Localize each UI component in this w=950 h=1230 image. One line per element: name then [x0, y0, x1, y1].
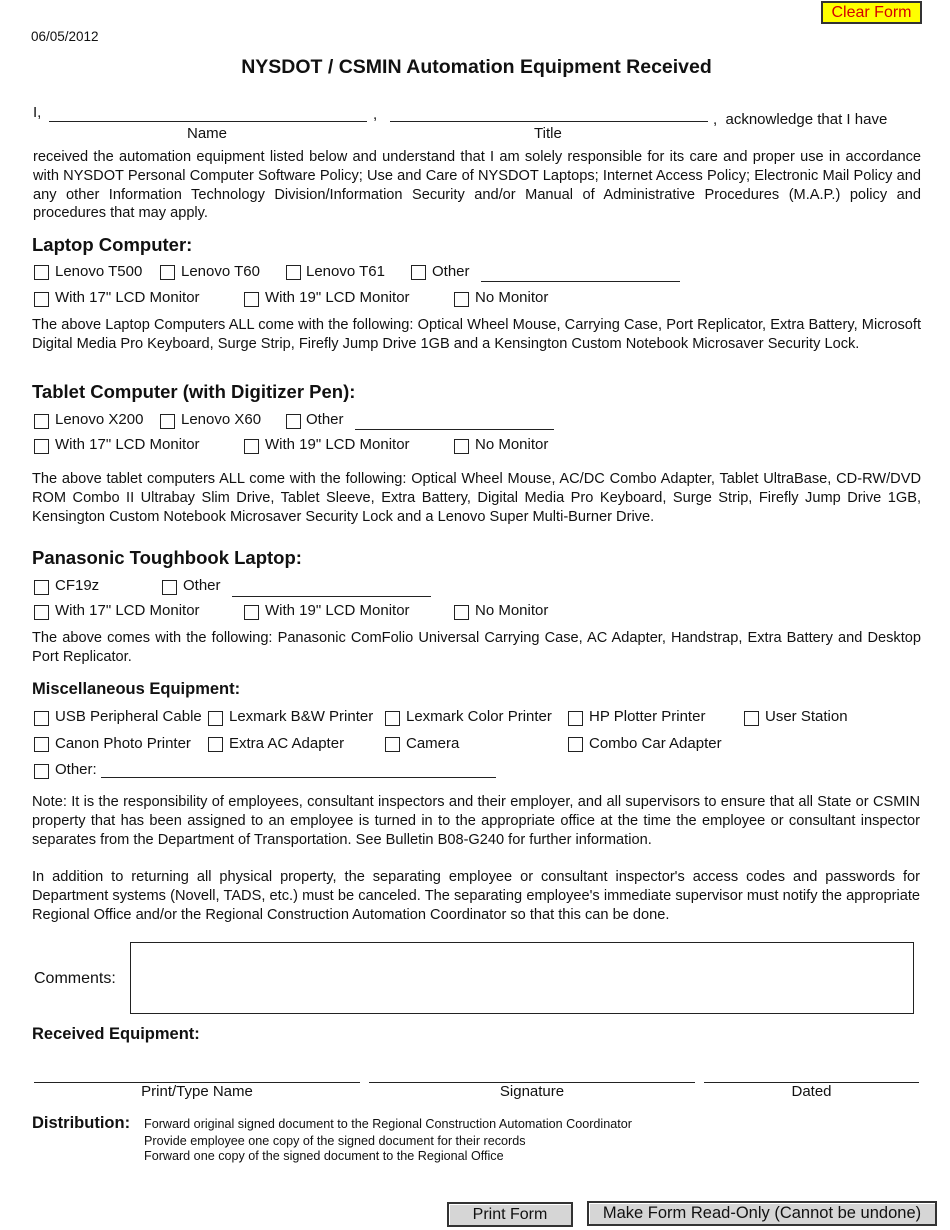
- lenovo-t500-label: Lenovo T500: [55, 263, 143, 280]
- extra-ac-adapter-label: Extra AC Adapter: [229, 735, 345, 752]
- distribution-line: Forward one copy of the signed document to the Regional Office: [144, 1149, 504, 1163]
- extra-ac-adapter-checkbox[interactable]: [208, 737, 223, 752]
- laptop-19-monitor-checkbox[interactable]: [244, 292, 259, 307]
- laptop-heading: Laptop Computer:: [32, 234, 193, 255]
- print-name-label: Print/Type Name: [141, 1083, 253, 1100]
- print-form-button[interactable]: Print Form: [447, 1202, 573, 1227]
- laptop-17-monitor-checkbox[interactable]: [34, 292, 49, 307]
- laptop-note: The above Laptop Computers ALL come with the following: Optical Wheel Mouse, Carrying Case, Port Replicator, Extra Battery, Microsoft Digital Media Pro Keyboard, Surge Strip, Firefly Jump Drive 1GB and a Kensington Custom Notebook Microsaver Security Lock.: [32, 317, 921, 352]
- distribution-heading: Distribution:: [32, 1114, 131, 1132]
- toughbook-note: The above comes with the following: Panasonic ComFolio Universal Carrying Case, AC Adapter, Handstrap, Extra Battery and Desktop Port Replicator.: [32, 630, 921, 665]
- camera-checkbox[interactable]: [385, 737, 400, 752]
- lenovo-x60-checkbox[interactable]: [160, 414, 175, 429]
- laptop-other-label: Other: [432, 263, 470, 280]
- title-field[interactable]: [390, 121, 708, 122]
- usb-cable-checkbox[interactable]: [34, 711, 49, 726]
- tablet-note: The above tablet computers ALL come with the following: Optical Wheel Mouse, AC/DC Combo Adapter, Tablet UltraBase, CD-RW/DVD ROM Combo II Ultrabay Slim Drive, Tablet Sleeve, Extra Battery, Digital Media Pro Keyboard, Surge Strip, Firefly Jump Drive 1GB, Kensington Custom Notebook Microsaver Security Lock and a Lenovo Super Multi-Burner Drive.: [32, 471, 921, 525]
- hp-plotter-label: HP Plotter Printer: [589, 708, 706, 725]
- lenovo-x200-label: Lenovo X200: [55, 411, 144, 428]
- lenovo-t61-checkbox[interactable]: [286, 265, 301, 280]
- toughbook-19-monitor-checkbox[interactable]: [244, 605, 259, 620]
- name-field[interactable]: [49, 121, 367, 122]
- toughbook-other-checkbox[interactable]: [162, 580, 177, 595]
- lenovo-t60-label: Lenovo T60: [181, 263, 260, 280]
- page-title: NYSDOT / CSMIN Automation Equipment Received: [241, 56, 712, 78]
- clear-form-button[interactable]: Clear Form: [821, 1, 922, 24]
- tablet-other-checkbox[interactable]: [286, 414, 301, 429]
- ack-suffix: , acknowledge that I have: [713, 111, 888, 128]
- canon-printer-checkbox[interactable]: [34, 737, 49, 752]
- signature-label: Signature: [499, 1083, 565, 1100]
- laptop-other-field[interactable]: [481, 281, 680, 282]
- comments-field[interactable]: [130, 942, 914, 1014]
- comments-label: Comments:: [34, 970, 116, 987]
- lenovo-t500-checkbox[interactable]: [34, 265, 49, 280]
- tablet-other-field[interactable]: [355, 429, 554, 430]
- toughbook-17-monitor-label: With 17" LCD Monitor: [55, 602, 200, 619]
- tablet-19-monitor-checkbox[interactable]: [244, 439, 259, 454]
- make-read-only-button[interactable]: Make Form Read-Only (Cannot be undone): [587, 1201, 937, 1226]
- laptop-other-checkbox[interactable]: [411, 265, 426, 280]
- tablet-other-label: Other: [306, 411, 344, 428]
- user-station-checkbox[interactable]: [744, 711, 759, 726]
- dated-label: Dated: [791, 1083, 832, 1100]
- combo-car-adapter-label: Combo Car Adapter: [589, 735, 722, 752]
- title-label: Title: [534, 125, 562, 142]
- lexmark-bw-label: Lexmark B&W Printer: [229, 708, 374, 725]
- canon-printer-label: Canon Photo Printer: [55, 735, 191, 752]
- misc-other-field[interactable]: [101, 777, 496, 778]
- note-paragraph: Note: It is the responsibility of employees, consultant inspectors and their employer, and all supervisors to ensure that all State or CSMIN property that has been assigned to an employee is turned in to the appropriate office at the time the employee or consultant inspector separates from the Department of Transportation. See Bulletin B08-G240 for further information.: [32, 794, 920, 848]
- hp-plotter-checkbox[interactable]: [568, 711, 583, 726]
- laptop-19-monitor-label: With 19" LCD Monitor: [265, 289, 410, 306]
- tablet-no-monitor-checkbox[interactable]: [454, 439, 469, 454]
- toughbook-heading: Panasonic Toughbook Laptop:: [32, 547, 302, 568]
- tablet-heading: Tablet Computer (with Digitizer Pen):: [32, 381, 356, 402]
- misc-heading: Miscellaneous Equipment:: [32, 680, 241, 698]
- misc-other-checkbox[interactable]: [34, 764, 49, 779]
- combo-car-adapter-checkbox[interactable]: [568, 737, 583, 752]
- tablet-17-monitor-label: With 17" LCD Monitor: [55, 436, 200, 453]
- camera-label: Camera: [406, 735, 460, 752]
- lexmark-color-label: Lexmark Color Printer: [406, 708, 552, 725]
- lexmark-color-checkbox[interactable]: [385, 711, 400, 726]
- toughbook-19-monitor-label: With 19" LCD Monitor: [265, 602, 410, 619]
- access-codes-paragraph: In addition to returning all physical property, the separating employee or consultant inspector's access codes and passwords for Department systems (Novell, TADS, etc.) must be canceled. The separating employee's immediate supervisor must notify the appropriate Regional Office and/or the Regional Construction Automation Coordinator so that this can be done.: [32, 869, 920, 923]
- distribution-line: Forward original signed document to the Regional Construction Automation Coordinator: [144, 1117, 632, 1131]
- lenovo-x60-label: Lenovo X60: [181, 411, 262, 428]
- usb-cable-label: USB Peripheral Cable: [55, 708, 202, 725]
- laptop-no-monitor-checkbox[interactable]: [454, 292, 469, 307]
- form-date: 06/05/2012: [31, 29, 99, 44]
- distribution-line: Provide employee one copy of the signed document for their records: [144, 1134, 526, 1148]
- toughbook-no-monitor-label: No Monitor: [475, 602, 549, 619]
- tablet-17-monitor-checkbox[interactable]: [34, 439, 49, 454]
- lenovo-t60-checkbox[interactable]: [160, 265, 175, 280]
- lenovo-t61-label: Lenovo T61: [306, 263, 385, 280]
- name-label: Name: [187, 125, 228, 142]
- lexmark-bw-checkbox[interactable]: [208, 711, 223, 726]
- laptop-no-monitor-label: No Monitor: [475, 289, 549, 306]
- laptop-17-monitor-label: With 17" LCD Monitor: [55, 289, 200, 306]
- cf19z-label: CF19z: [55, 577, 100, 594]
- tablet-no-monitor-label: No Monitor: [475, 436, 549, 453]
- ack-body: received the automation equipment listed below and understand that I am solely responsible for its care and proper use in accordance with NYSDOT Personal Computer Software Policy; Use and Care of NYSDOT Laptops; Internet Access Policy; Electronic Mail Policy and any other Information Technology Division/Information Security and/or Manual of Administrative Procedures (M.A.P.) policy and procedures that may apply.: [33, 149, 921, 222]
- misc-other-label: Other:: [55, 761, 97, 778]
- ack-prefix: I,: [33, 104, 42, 121]
- cf19z-checkbox[interactable]: [34, 580, 49, 595]
- user-station-label: User Station: [765, 708, 848, 725]
- received-heading: Received Equipment:: [32, 1025, 200, 1043]
- toughbook-no-monitor-checkbox[interactable]: [454, 605, 469, 620]
- ack-comma: ,: [373, 106, 378, 123]
- toughbook-17-monitor-checkbox[interactable]: [34, 605, 49, 620]
- lenovo-x200-checkbox[interactable]: [34, 414, 49, 429]
- toughbook-other-label: Other: [183, 577, 221, 594]
- toughbook-other-field[interactable]: [232, 596, 431, 597]
- tablet-19-monitor-label: With 19" LCD Monitor: [265, 436, 410, 453]
